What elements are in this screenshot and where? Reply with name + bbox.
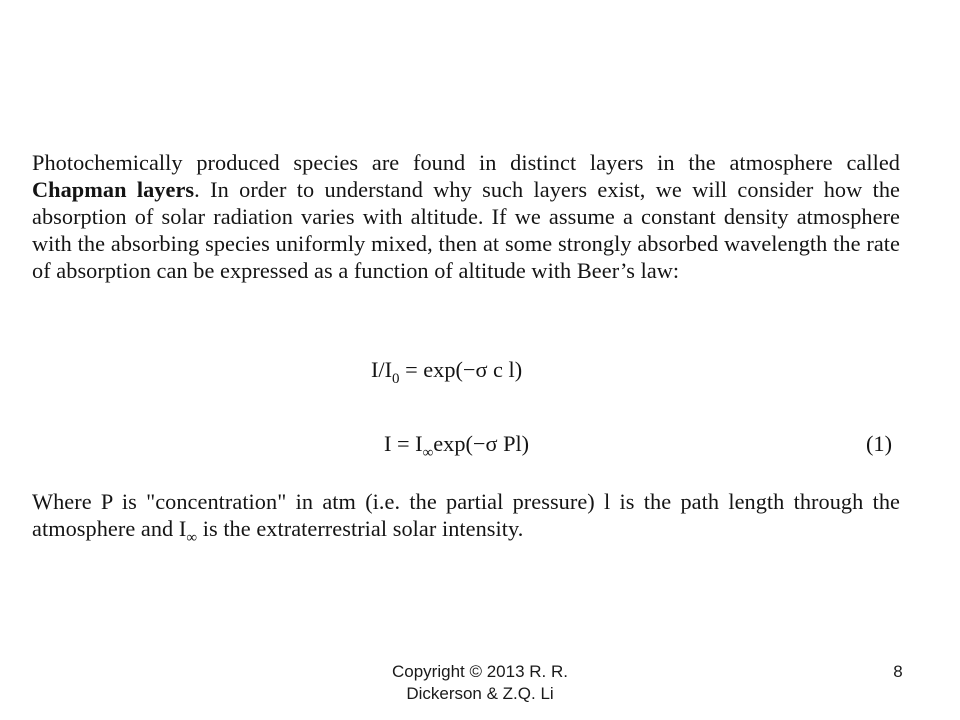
equation-1 [384,430,530,461]
equation-rhs: = exp(−σ c l) [399,357,523,382]
equation-lhs: I = I [384,431,423,456]
equation-lhs: I/I [371,357,393,382]
equation-number: (1) [866,431,892,456]
copyright-line-1: Copyright © 2013 R. R. [392,662,568,681]
equation-subscript: 0 [392,371,400,387]
copyright-line-2: Dickerson & Z.Q. Li [406,684,554,703]
equation-subscript: ∞ [422,445,434,461]
bold-term-chapman-layers: Chapman layers [32,177,195,202]
infinity-subscript: ∞ [186,530,198,546]
paragraph-text-end: . In order to understand why such layers exist, we will consider how the absorption of solar radiation varies with altitude. If we assume a constant density atmosphere with the absorbing species uniformly mixed, then at some strongly absorbed wavelength the rate of absorption can be expressed as a function of altitude with Beer’s law: [32,177,900,283]
paragraph-text-start: Where P is "concentration" in atm (i.e. the partial pressure) l is the path length through the atmosphere and I [32,489,900,541]
equation-rhs: exp(−σ Pl) [433,431,530,456]
paragraph-text-end: is the extraterrestrial solar intensity. [197,516,524,541]
page-number: 8 [893,662,903,681]
equation-beers-law [371,356,523,387]
paragraph-text-start: Photochemically produced species are found in distinct layers in the atmosphere called [32,150,900,175]
footer-copyright [320,661,640,705]
paragraph-definitions [32,488,900,546]
paragraph-chapman-intro [32,149,900,284]
